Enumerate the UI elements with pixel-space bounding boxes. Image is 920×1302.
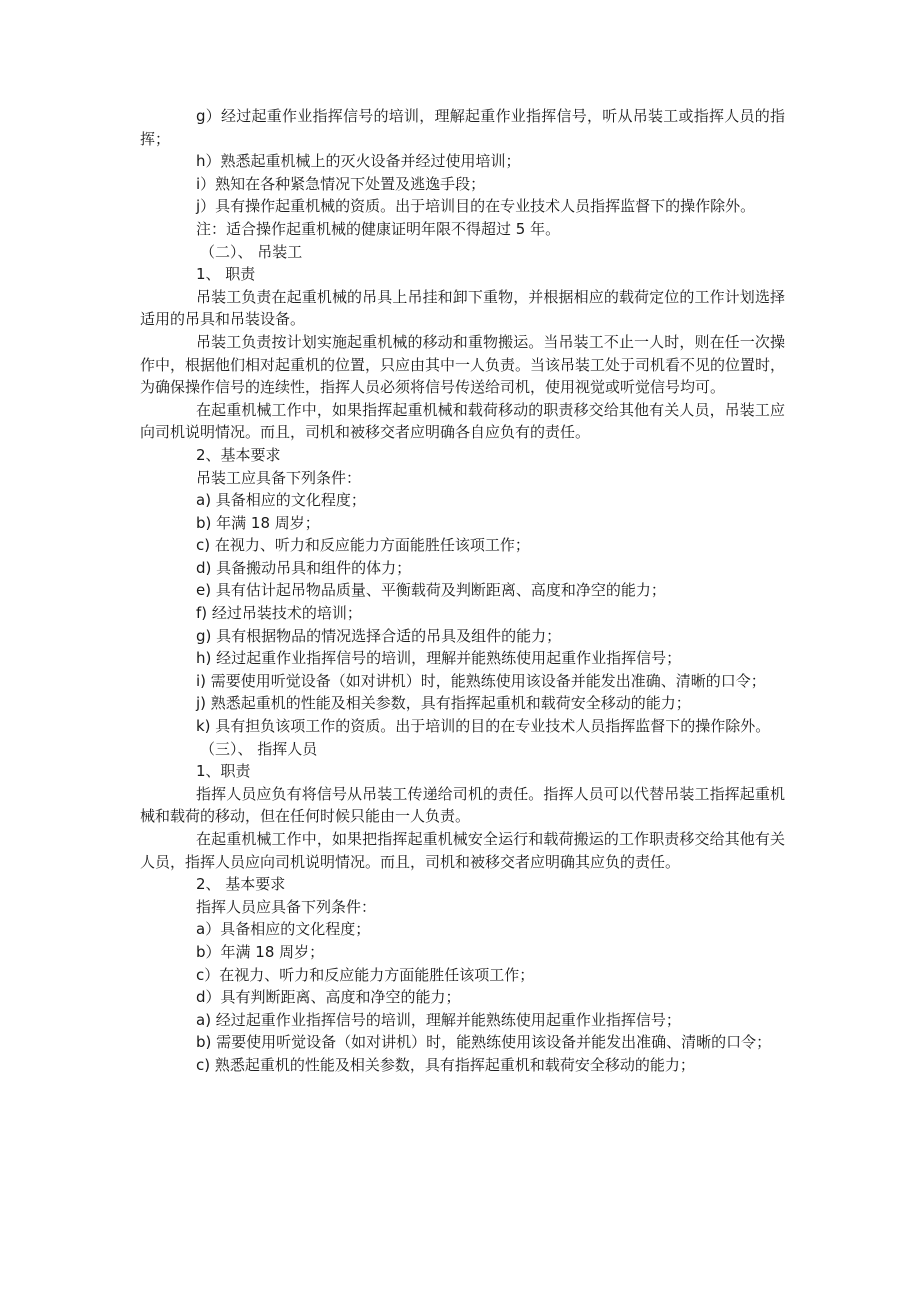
list-item: b) 需要使用听觉设备（如对讲机）时，能熟练使用该设备并能发出准确、清晰的口令； xyxy=(196,1033,772,1052)
list-item: c）在视力、听力和反应能力方面能胜任该项工作； xyxy=(196,965,535,984)
list-item: a) 经过起重作业指挥信号的培训，理解并能熟练使用起重作业指挥信号； xyxy=(196,1010,681,1029)
subheading-duties: 1、职责 xyxy=(196,762,251,781)
list-item: i) 需要使用听觉设备（如对讲机）时，能熟练使用该设备并能发出准确、清晰的口令； xyxy=(196,671,766,690)
body-paragraph: 在起重机械工作中，如果指挥起重机械和载荷移动的职责移交给其他有关人员，吊装工应向司机说明情况。而且，司机和被移交者应明确各自应负有的责任。 xyxy=(140,400,785,442)
subheading-basic-requirements: 2、 基本要求 xyxy=(196,875,286,894)
list-item-h: h）熟悉起重机械上的灭火设备并经过使用培训； xyxy=(196,152,521,171)
list-item: f) 经过吊装技术的培训； xyxy=(196,604,362,623)
body-paragraph: 指挥人员应负有将信号从吊装工传递给司机的责任。指挥人员可以代替吊装工指挥起重机械和载荷的移动，但在任何时候只能由一人负责。 xyxy=(140,784,785,826)
list-item-g: g）经过起重作业指挥信号的培训，理解起重作业指挥信号，听从吊装工或指挥人员的指挥； xyxy=(140,107,785,148)
document-body xyxy=(140,105,785,1077)
list-item: b）年满 18 周岁； xyxy=(196,942,325,961)
note-paragraph: 注：适合操作起重机械的健康证明年限不得超过 5 年。 xyxy=(196,219,561,238)
subheading-basic-requirements: 2、基本要求 xyxy=(196,445,281,464)
list-item: h) 经过起重作业指挥信号的培训，理解并能熟练使用起重作业指挥信号； xyxy=(196,649,682,668)
body-paragraph: 在起重机械工作中，如果把指挥起重机械安全运行和载荷搬运的工作职责移交给其他有关人员，指挥人员应向司机说明情况。而且，司机和被移交者应明确其应负的责任。 xyxy=(140,830,785,871)
list-item: d) 具备搬动吊具和组件的体力； xyxy=(196,558,412,577)
conditions-intro: 指挥人员应具备下列条件： xyxy=(196,897,377,916)
list-item: a) 具备相应的文化程度； xyxy=(196,491,366,510)
conditions-intro: 吊装工应具备下列条件： xyxy=(196,468,362,487)
list-item: c) 熟悉起重机的性能及相关参数，具有指挥起重机和载荷安全移动的能力； xyxy=(196,1055,695,1074)
subheading-duties: 1、 职责 xyxy=(196,265,256,284)
list-item-i: i）熟知在各种紧急情况下处置及逃逸手段； xyxy=(196,174,486,193)
section-heading-rigger: （二）、 吊装工 xyxy=(200,242,303,261)
list-item-j: j）具有操作起重机械的资质。出于培训目的在专业技术人员指挥监督下的操作除外。 xyxy=(196,197,756,216)
list-item: k) 具有担负该项工作的资质。出于培训的目的在专业技术人员指挥监督下的操作除外。 xyxy=(196,717,771,736)
body-paragraph: 吊装工负责在起重机械的吊具上吊挂和卸下重物，并根据相应的载荷定位的工作计划选择适用的吊具和吊装设备。 xyxy=(140,287,785,329)
list-item: c) 在视力、听力和反应能力方面能胜任该项工作； xyxy=(196,536,530,555)
list-item: j) 熟悉起重机的性能及相关参数，具有指挥起重机和载荷安全移动的能力； xyxy=(196,694,691,713)
body-paragraph: 吊装工负责按计划实施起重机械的移动和重物搬运。当吊装工不止一人时，则在任一次操作中，根据他们相对起重机的位置，只应由其中一人负责。当该吊装工处于司机看不见的位置时，为确保操作信号的连续性，指挥人员必须将信号传送给司机，使用视觉或听觉信号均可。 xyxy=(140,332,786,397)
list-item: d）具有判断距离、高度和净空的能力； xyxy=(196,988,461,1007)
list-item: e) 具有估计起吊物品质量、平衡载荷及判断距离、高度和净空的能力； xyxy=(196,581,666,600)
list-item: b) 年满 18 周岁； xyxy=(196,513,320,532)
list-item: a）具备相应的文化程度； xyxy=(196,920,371,939)
list-item: g) 具有根据物品的情况选择合适的吊具及组件的能力； xyxy=(196,626,562,645)
section-heading-signaller: （三）、 指挥人员 xyxy=(200,739,318,758)
